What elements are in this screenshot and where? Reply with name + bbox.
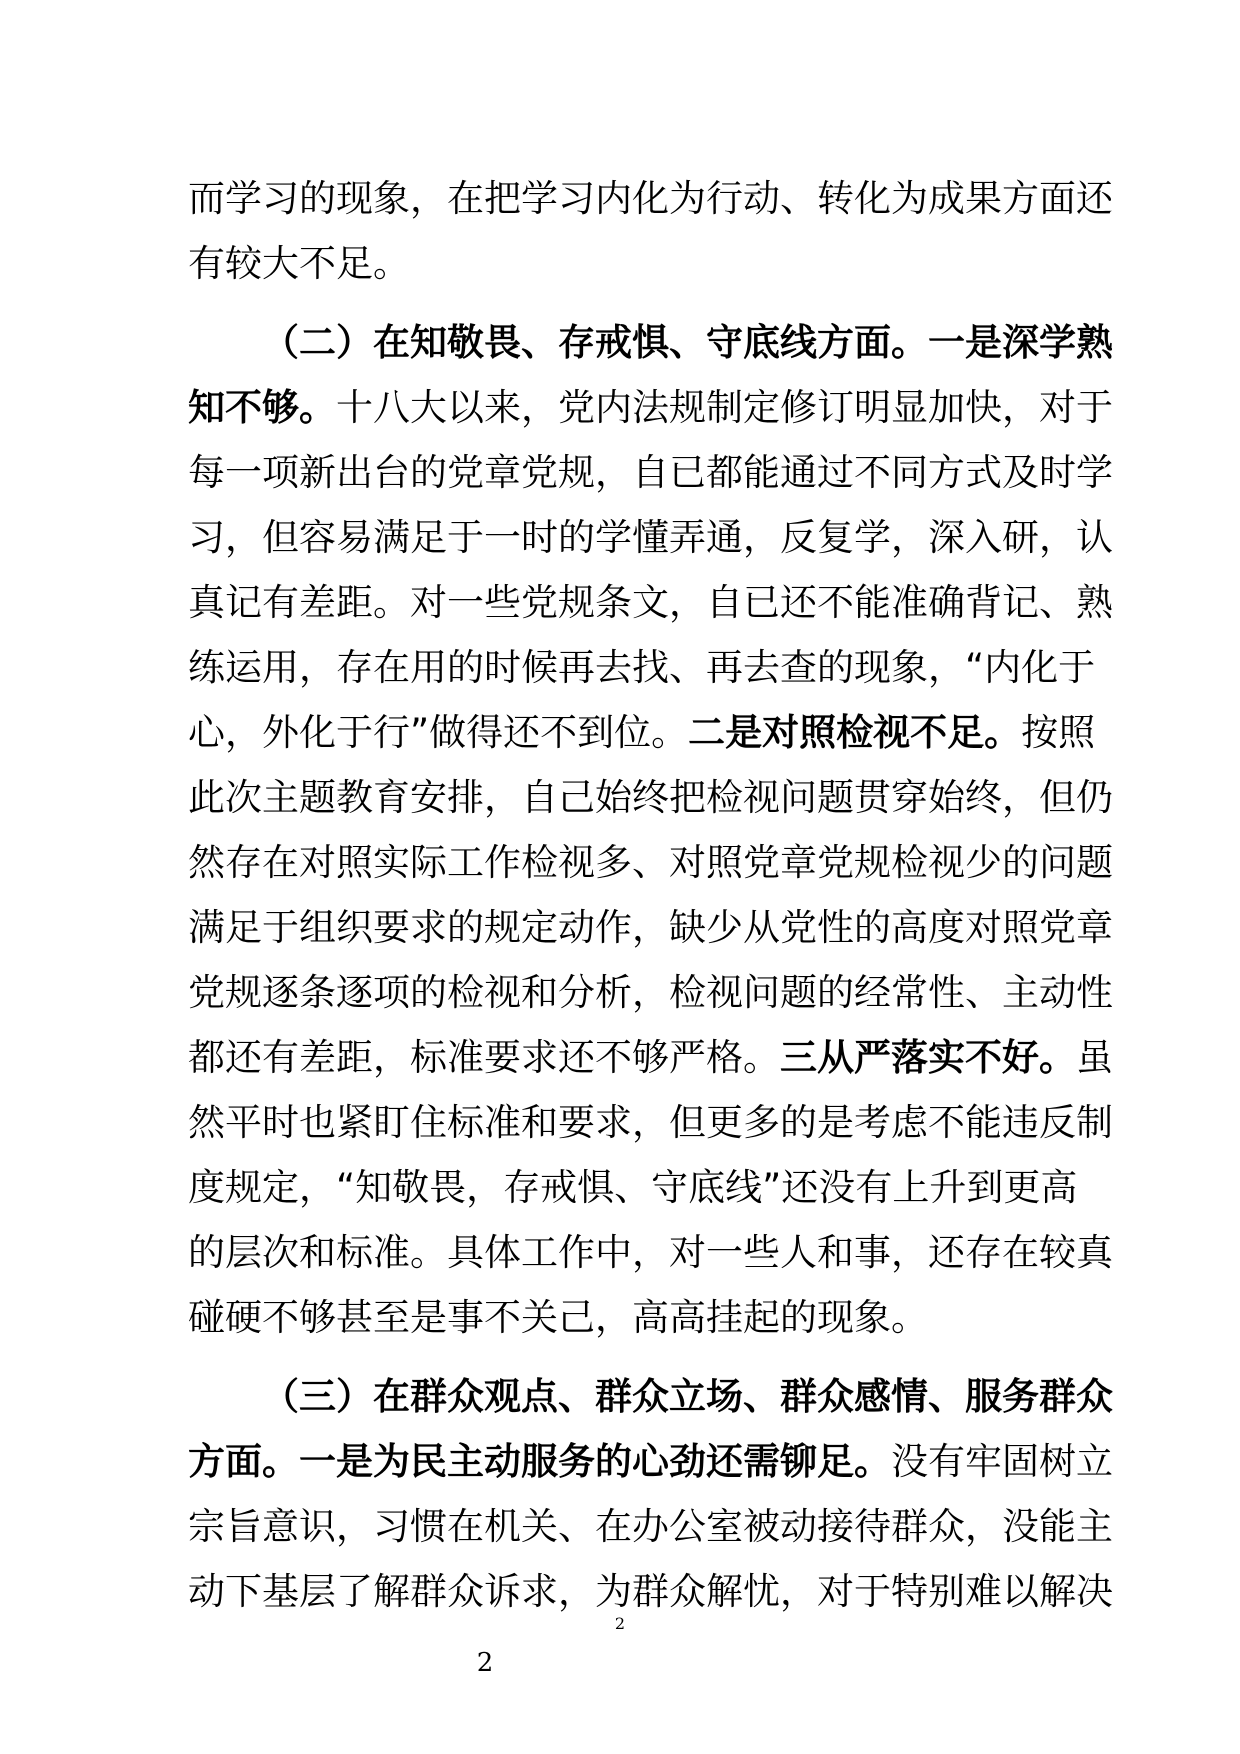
text-line (188, 1285, 1060, 1350)
bold-text-run: 知不够。 (188, 386, 336, 429)
text-run: 党规逐条逐项的检视和分析，检视问题的经常性、主动性 (188, 971, 1113, 1014)
section-heading-3 (188, 1364, 1113, 1429)
text-run: 碰硬不够甚至是事不关己，高高挂起的现象。 (188, 1296, 928, 1339)
text-run: 然平时也紧盯住标准和要求，但更多的是考虑不能违反制 (188, 1101, 1113, 1144)
text-line (188, 1220, 1113, 1285)
text-run: 宗旨意识，习惯在机关、在办公室被动接待群众，没能主 (188, 1505, 1113, 1548)
text-run: 的层次和标准。具体工作中，对一些人和事，还存在较真 (188, 1231, 1113, 1274)
page-number-small: 2 (614, 1614, 626, 1633)
text-line (188, 570, 1113, 635)
text-line (188, 1429, 1113, 1494)
section-heading-2 (188, 310, 1113, 375)
text-line (188, 1155, 1078, 1220)
text-run: 虽 (1076, 1036, 1113, 1079)
bold-text-run: 二是对照检视不足。 (688, 711, 1022, 754)
text-line (188, 231, 1060, 296)
text-run: 有较大不足。 (188, 242, 410, 285)
text-run: 满足于组织要求的规定动作，缺少从党性的高度对照党章 (188, 906, 1113, 949)
text-run: 然存在对照实际工作检视多、对照党章党规检视少的问题 (188, 841, 1113, 884)
text-run: 真记有差距。对一些党规条文，自已还不能准确背记、熟 (188, 581, 1113, 624)
text-line (188, 440, 1113, 505)
text-run: 而学习的现象，在把学习内化为行动、转化为成果方面还 (188, 177, 1113, 220)
text-run: 习，但容易满足于一时的学懂弄通，反复学，深入研，认 (188, 516, 1113, 559)
text-run: 按照 (1021, 711, 1096, 754)
text-line (188, 1025, 1113, 1090)
text-run: 练运用，存在用的时候再去找、再去查的现象，“内化于 (188, 646, 1096, 689)
text-line (188, 1090, 1113, 1155)
text-run: 十八大以来，党内法规制定修订明显加快，对于 (336, 386, 1113, 429)
text-line (188, 765, 1113, 830)
text-run: （二）在知敬畏、存戒惧、守底线方面。一是深学熟 (262, 321, 1113, 364)
text-run: 都还有差距，标准要求还不够严格。 (188, 1036, 780, 1079)
document-body (188, 166, 1113, 1624)
text-run: 动下基层了解群众诉求，为群众解忧，对于特别难以解决 (188, 1570, 1113, 1613)
text-line (188, 895, 1113, 960)
text-run: 度规定，“知敬畏，存戒惧、守底线”还没有上升到更高 (188, 1166, 1078, 1209)
text-run: 心，外化于行”做得还不到位。 (188, 711, 689, 754)
text-line (188, 1494, 1113, 1559)
text-line (188, 375, 1113, 440)
text-line (188, 960, 1113, 1025)
bold-text-run: 三从严落实不好。 (780, 1036, 1076, 1079)
text-run: 没有牢固树立 (891, 1440, 1113, 1483)
text-line (188, 166, 1113, 231)
text-run: 每一项新出台的党章党规，自已都能通过不同方式及时学 (188, 451, 1113, 494)
text-run: （三）在群众观点、群众立场、群众感情、服务群众 (262, 1375, 1113, 1418)
page-number-large: 2 (476, 1648, 494, 1678)
text-run: 此次主题教育安排，自己始终把检视问题贯穿始终，但仍 (188, 776, 1113, 819)
text-line (188, 830, 1113, 895)
text-line (188, 505, 1113, 570)
text-line (188, 700, 1096, 765)
text-line (188, 635, 1096, 700)
bold-text-run: 方面。一是为民主动服务的心劲还需铆足。 (188, 1440, 891, 1483)
